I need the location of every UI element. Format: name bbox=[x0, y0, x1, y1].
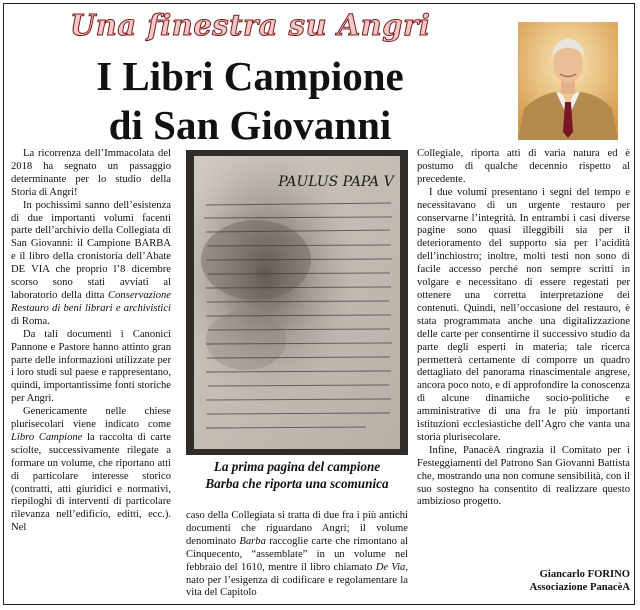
byline bbox=[417, 568, 630, 594]
article-column-1 bbox=[11, 148, 171, 535]
column-kicker: Una finestra su Angri bbox=[70, 8, 431, 42]
paragraph: Infine, PanacèA ringrazia il Comitato per i Festeggiamenti del Patrono San Giovanni Battista che, mostrando una non comune sensibilità, con il suo sostegno ha consentito di realizzare questo ambizioso progetto. bbox=[417, 444, 630, 508]
paragraph: caso della Collegiata si tratta di due fra i più antichi documenti che riguardano Angri; il volume denominato Barba raccoglie carte che rimontano al Cinquecento, “assemblate” in un volume nel febbraio del 1610, mentre il libro chiamato De Via, nato per l’esigenza di codificare e regolamentare la vita del Capitolo bbox=[186, 510, 408, 599]
headline-line-2: di San Giovanni bbox=[108, 102, 392, 148]
paragraph: Da tali documenti i Canonici Pannone e Pastore hanno attinto gran parte delle informazioni utilizzate per i loro studi sul paese e rappresentano, quindi, importantissime fonti storiche per Angri. bbox=[11, 328, 171, 405]
author-name: Giancarlo FORINO bbox=[539, 569, 630, 580]
author-photo bbox=[518, 22, 618, 140]
manuscript-photo bbox=[186, 150, 408, 455]
author-organization: Associazione PanacèA bbox=[529, 582, 630, 593]
headline-line-1: I Libri Campione bbox=[96, 53, 404, 99]
article-column-3 bbox=[417, 148, 630, 509]
paragraph: I due volumi presentano i segni del tempo e necessitavano di un urgente restauro per conservarne l’integrità. In entrambi i casi diverse pagine sono quasi illeggibili sia per il deterioramento del supporto sia per l’acidità dell’inchiostro; inoltre, molti testi non sono di facile accesso perché non sempre scritti in volgare e necessitano di essere regestati per ottenere una corretta interpretazione dei contenuti. Quindi, nell’occasione del restauro, è stata programmata anche una digitalizzazione delle carte per consentirne il successivo studio da parte degli esperti in materia; tale ricerca permetterà certamente di comporre un quadro dettagliato del panorama rinascimentale angrese, ancora poco noto, e di approfondire la conoscenza di alcune dinamiche socio-politiche e amministrative di una fra le più importanti istituzioni ecclesiastiche dell’Agro che vanta una storia plurisecolare. bbox=[417, 186, 630, 443]
paragraph: Genericamente nelle chiese plurisecolari viene indicato come Libro Campione la raccolta di carte sciolte, successivamente rilegate a formare un volume, che riportano atti di particolare interesse storico (contratti, atti giuridici e normativi, riepiloghi di interventi di particolare rilevanza nell’edificio, editti, ecc.). Nel bbox=[11, 406, 172, 534]
paragraph: Collegiale, riporta atti di varia natura ed è postumo di qualche decennio rispetto al precedente. bbox=[417, 148, 630, 185]
figure-caption: La prima pagina del campione Barba che riporta una scomunica bbox=[205, 459, 389, 491]
article-column-2 bbox=[186, 510, 408, 600]
paragraph: In pochissimi sanno dell’esistenza di due importanti volumi facenti parte dell’archivio della Collegiata di San Giovanni: il Campione BARBA e il libro della cronistoria dell’Abate DE VIA che proprio l’8 dicembre scorso sono stati avviati al laboratorio della ditta Conservazione Restauro di beni librari e archivistici di Roma. bbox=[11, 199, 171, 327]
manuscript-heading: PAULUS PAPA V bbox=[278, 174, 394, 190]
paragraph: La ricorrenza dell’Immacolata del 2018 ha segnato un passaggio determinante per lo studio della Storia di Angri! bbox=[11, 148, 171, 198]
